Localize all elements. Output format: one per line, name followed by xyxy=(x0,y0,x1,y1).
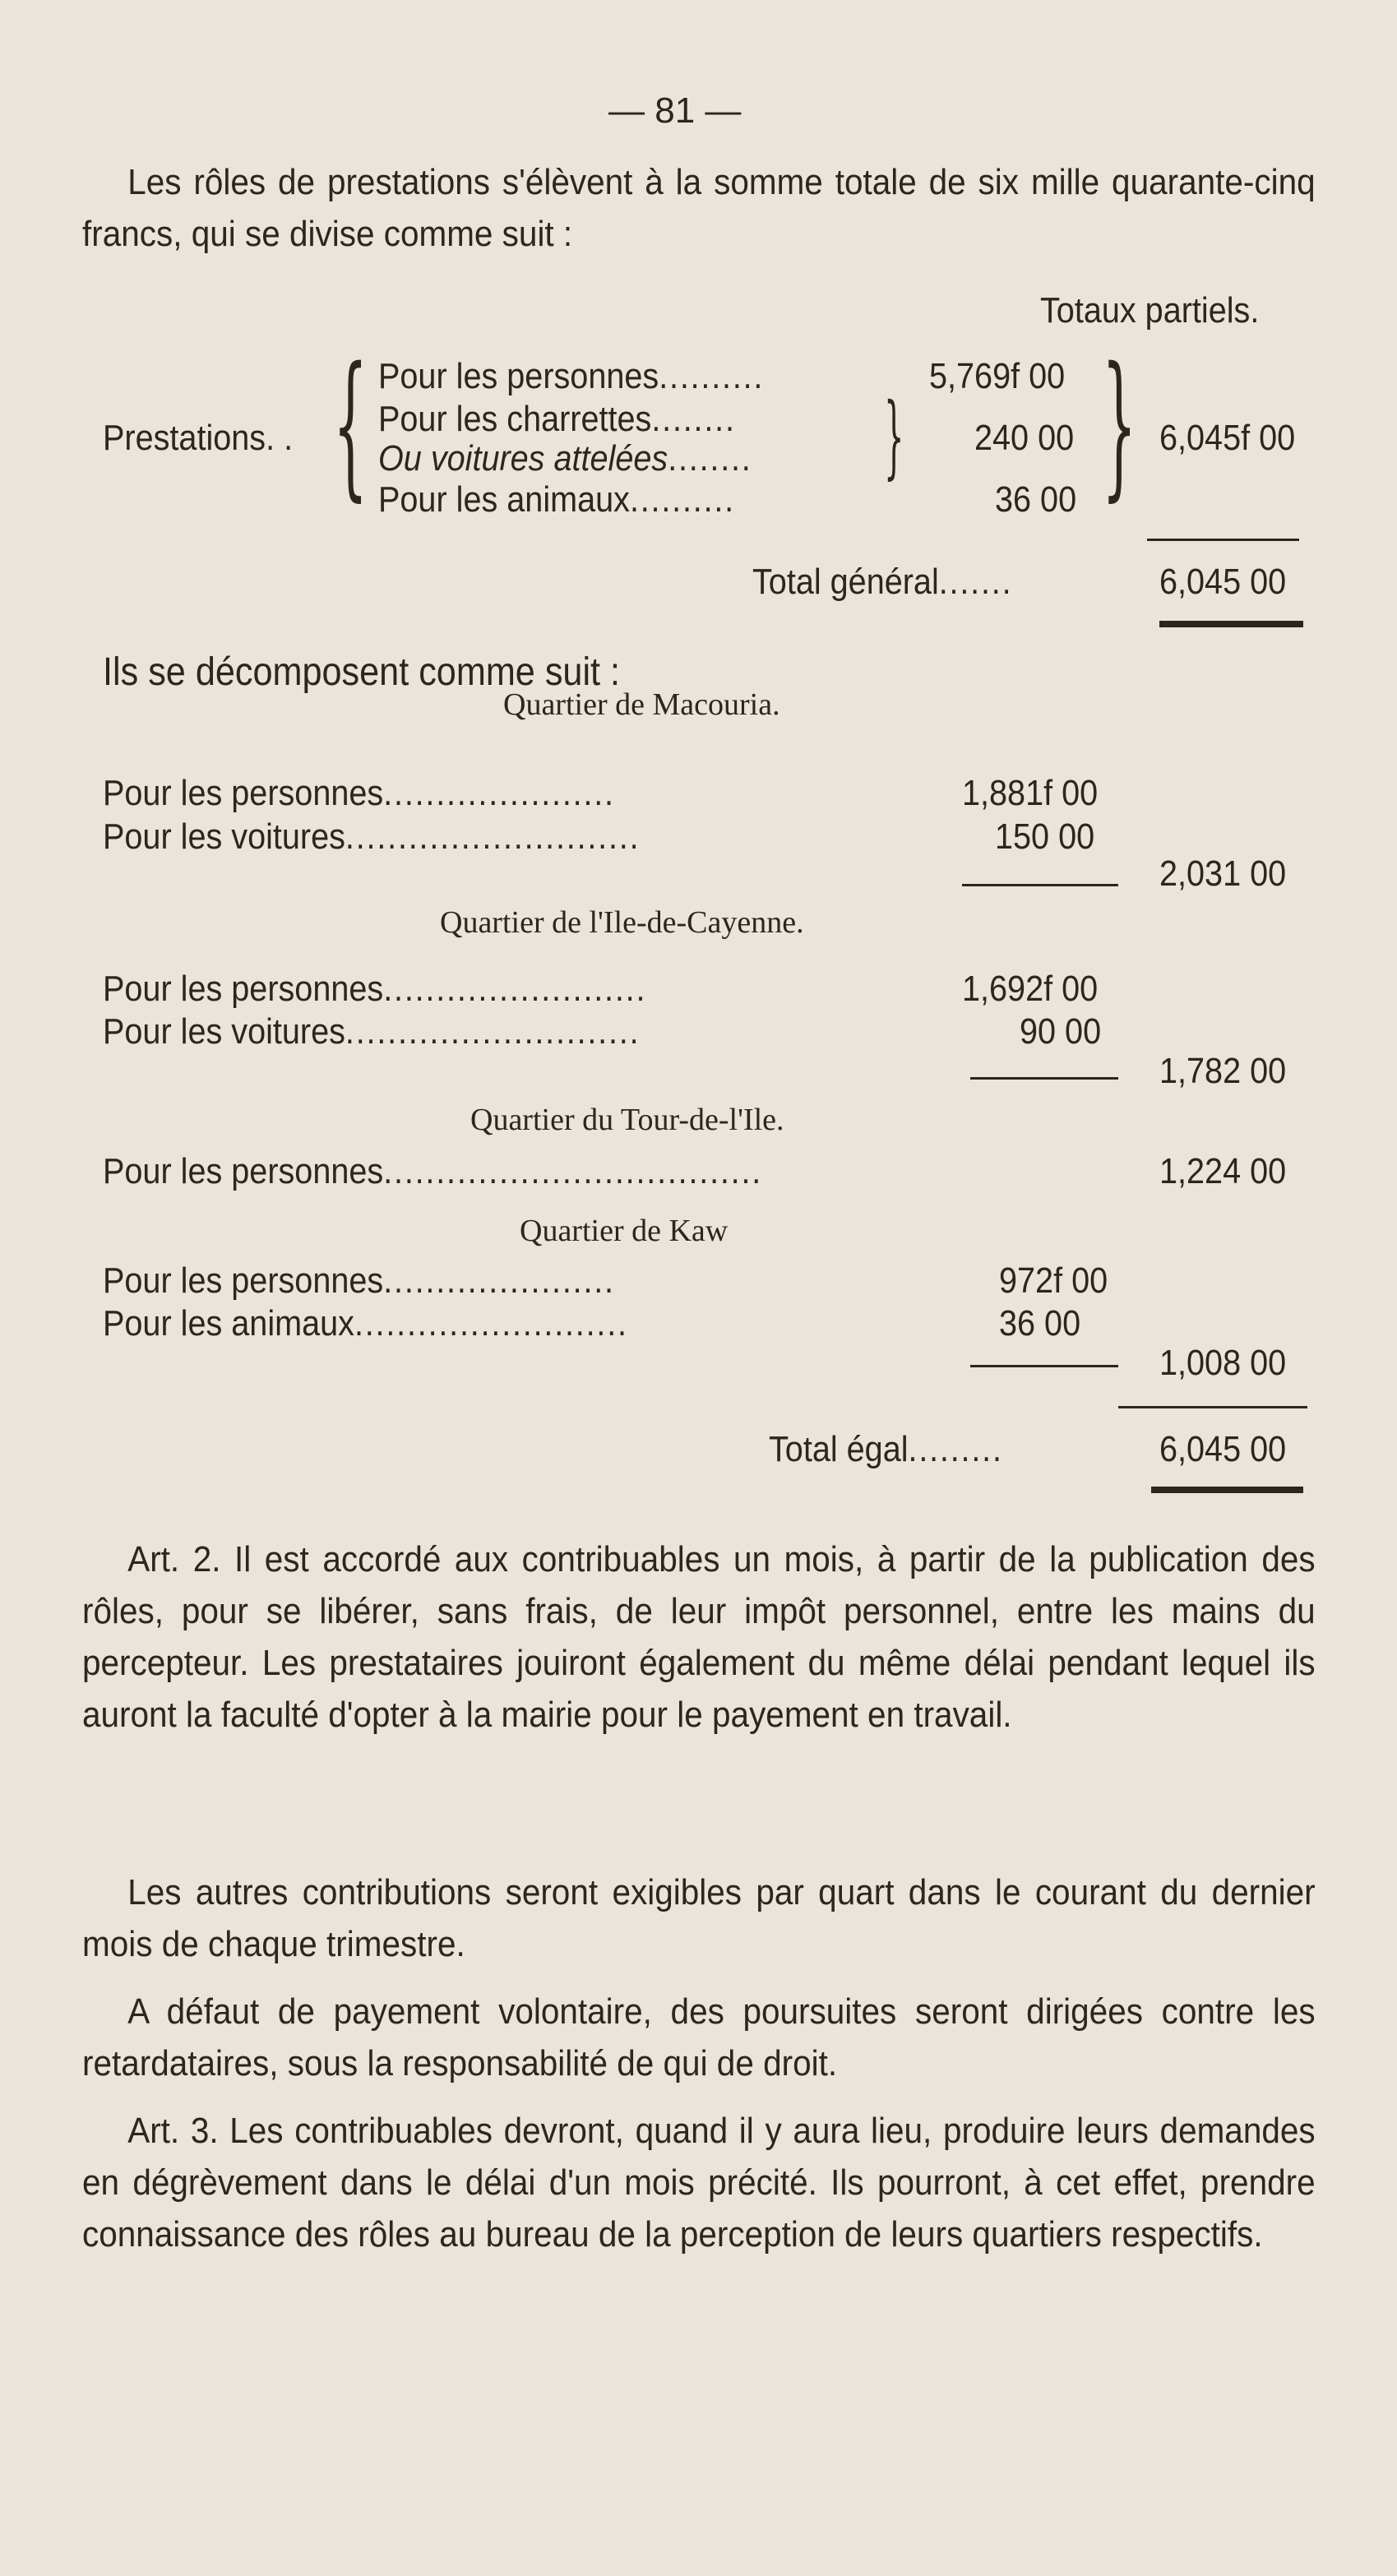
article-2-paragraph-1: Art. 2. Il est accordé aux contribuables un mois, à partir de la publication des rôles, pour se libérer, sans frais, de leur impôt personnel, entre les mains du percepteur. Les prestataires jouiront également du même délai pendant lequel ils auront la faculté d'opter à la mairie pour le payement en travail. xyxy=(82,1539,1316,1735)
prestations-label: Prestations. . xyxy=(103,418,294,458)
prestation-row-animaux: Pour les animaux.......... xyxy=(378,479,735,520)
rule-macouria xyxy=(962,884,1118,886)
cayenne-row-voitures: Pour les voitures............................ xyxy=(103,1011,641,1052)
page-number: — 81 — xyxy=(608,90,742,131)
total-general-value: 6,045 00 xyxy=(1159,562,1287,602)
totaux-partiels-label: Totaux partiels. xyxy=(1040,290,1260,331)
kaw-row-animaux: Pour les animaux.......................... xyxy=(103,1303,628,1343)
macouria-row-voitures: Pour les voitures............................ xyxy=(103,816,641,857)
macouria-total: 2,031 00 xyxy=(1159,853,1287,894)
prestation-value-animaux: 36 00 xyxy=(995,479,1077,520)
prestation-row-voitures-attelees: Ou voitures attelées........ xyxy=(378,438,752,479)
kaw-value-personnes: 972f 00 xyxy=(999,1260,1108,1301)
rule-1 xyxy=(1147,539,1299,541)
inner-brace: } xyxy=(884,383,904,488)
macouria-row-personnes: Pour les personnes...................... xyxy=(103,773,615,813)
kaw-value-animaux: 36 00 xyxy=(999,1303,1081,1343)
intro-paragraph: Les rôles de prestations s'élèvent à la somme totale de six mille quarante-cinq francs, qui se divise comme suit : xyxy=(82,162,1316,254)
kaw-total: 1,008 00 xyxy=(1159,1343,1287,1383)
cayenne-row-personnes: Pour les personnes......................... xyxy=(103,969,647,1009)
left-brace: { xyxy=(333,334,368,516)
rule-kaw xyxy=(970,1365,1118,1367)
tour-row-personnes: Pour les personnes.................................... xyxy=(103,1151,763,1191)
prestation-value-personnes: 5,769f 00 xyxy=(929,356,1066,396)
total-egal-value: 6,045 00 xyxy=(1159,1429,1287,1469)
macouria-value-personnes: 1,881f 00 xyxy=(962,773,1099,813)
decompose-heading: Ils se décomposent comme suit : xyxy=(103,650,621,694)
right-brace: } xyxy=(1102,334,1137,516)
prestation-value-charrettes: 240 00 xyxy=(974,418,1075,458)
cayenne-value-personnes: 1,692f 00 xyxy=(962,969,1099,1009)
article-2-paragraph-2: Les autres contributions seront exigibles par quart dans le courant du dernier mois de chaque trimestre. xyxy=(82,1872,1316,1964)
cayenne-value-voitures: 90 00 xyxy=(1020,1011,1102,1052)
kaw-row-personnes: Pour les personnes...................... xyxy=(103,1260,615,1301)
rule-cayenne xyxy=(970,1077,1118,1080)
article-3-paragraph: Art. 3. Les contribuables devront, quand il y aura lieu, produire leurs demandes en dégrèvement dans le délai d'un mois précité. Ils pourront, à cet effet, prendre connaissance des rôles au bureau de la perception de leurs quartiers respectifs. xyxy=(82,2111,1316,2255)
prestation-row-personnes: Pour les personnes.......... xyxy=(378,356,765,396)
article-2-paragraph-3: A défaut de payement volontaire, des poursuites seront dirigées contre les retardataires, sous la responsabilité de qui de droit. xyxy=(82,1991,1316,2083)
prestation-row-charrettes: Pour les charrettes........ xyxy=(378,399,736,439)
cayenne-total: 1,782 00 xyxy=(1159,1051,1287,1091)
quartier-heading-kaw: Quartier de Kaw xyxy=(520,1214,729,1248)
quartier-heading-tour-de-l-ile: Quartier du Tour-de-l'Ile. xyxy=(470,1103,784,1137)
quartier-heading-macouria: Quartier de Macouria. xyxy=(503,687,780,722)
total-egal: Total égal......... xyxy=(769,1429,1003,1469)
prestations-partial-total: 6,045f 00 xyxy=(1159,418,1296,458)
rule-2 xyxy=(1159,621,1303,627)
quartier-heading-cayenne: Quartier de l'Ile-de-Cayenne. xyxy=(440,905,804,940)
rule-4 xyxy=(1151,1487,1303,1493)
total-general: Total général....... xyxy=(752,562,1013,602)
tour-value-personnes: 1,224 00 xyxy=(1159,1151,1287,1191)
rule-3 xyxy=(1118,1406,1307,1408)
macouria-value-voitures: 150 00 xyxy=(995,816,1095,857)
